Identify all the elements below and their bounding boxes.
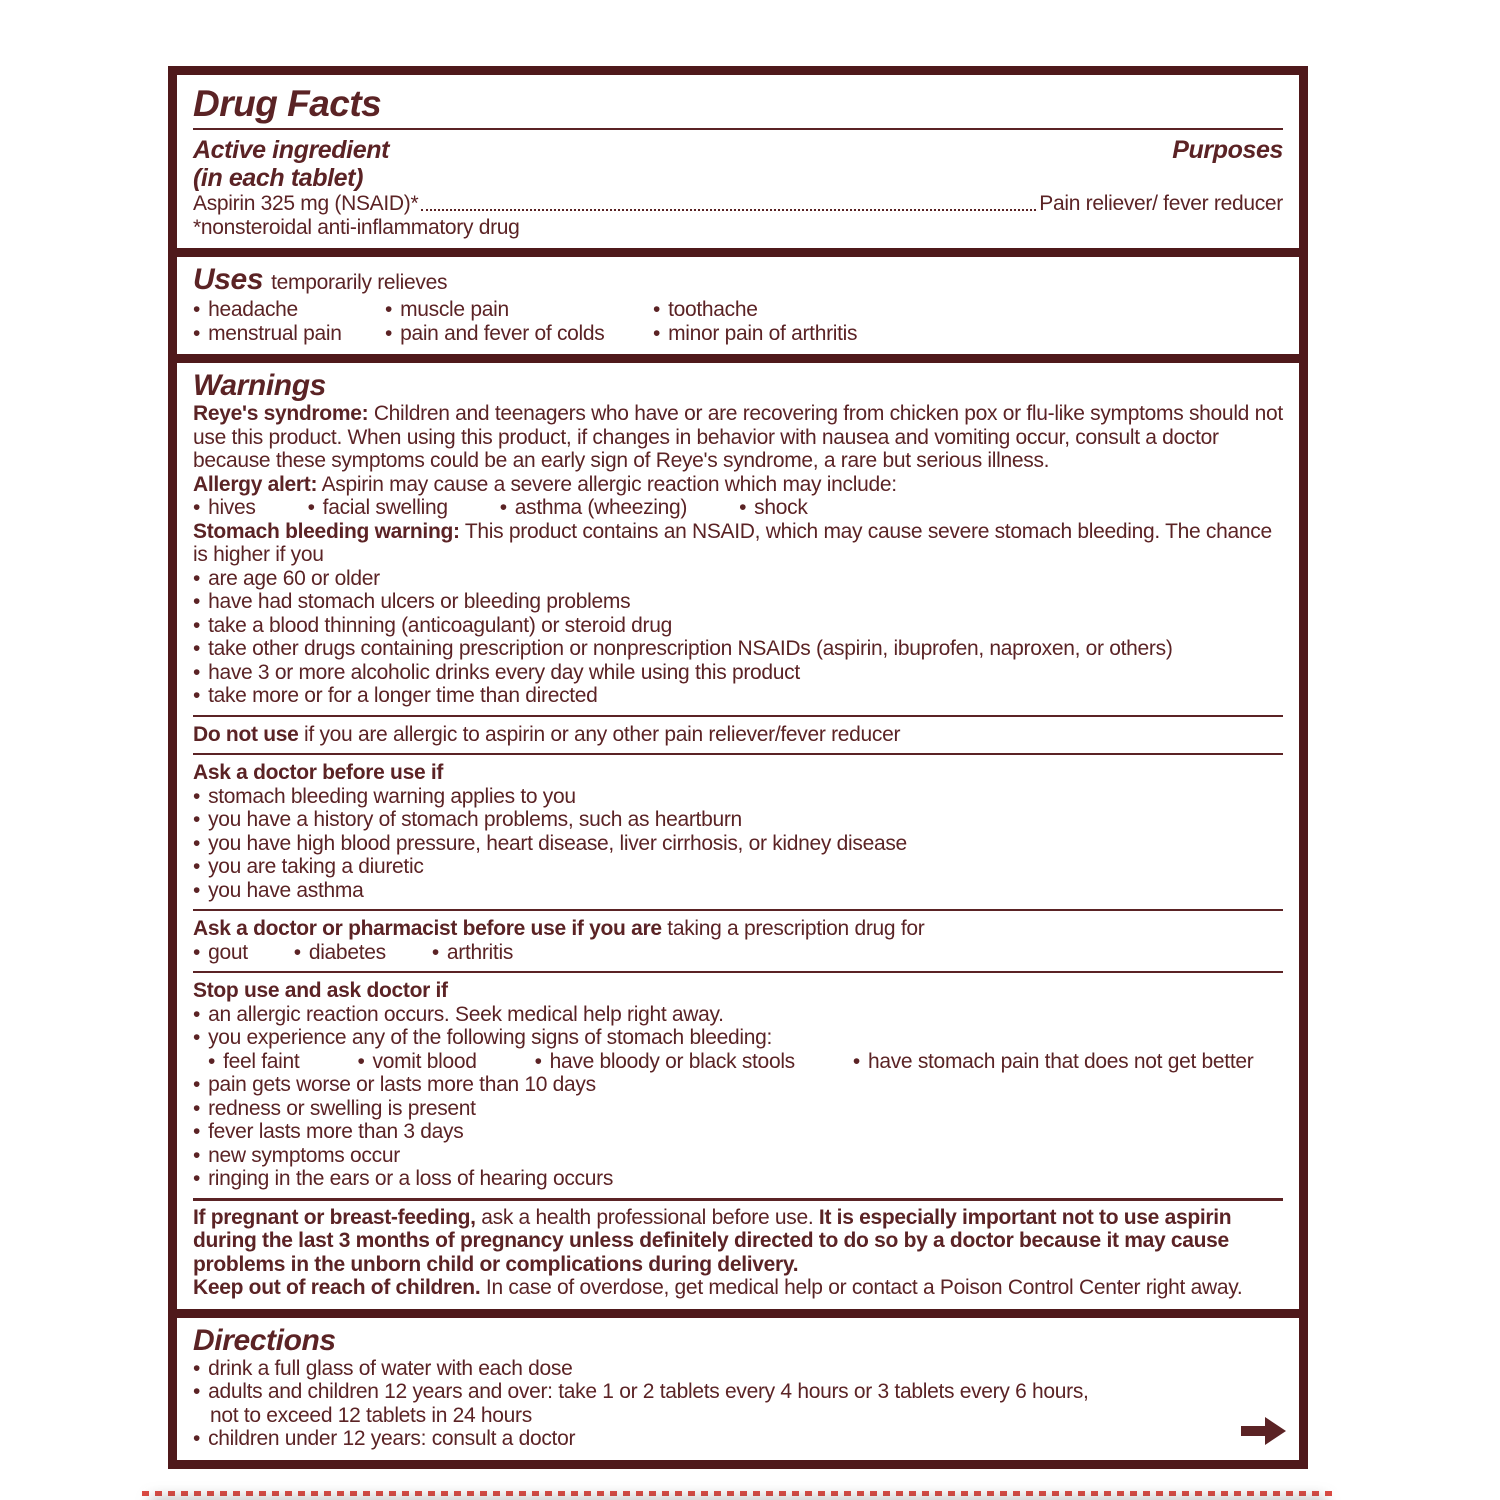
prescription-drug-item: • diabetes bbox=[294, 941, 386, 965]
stop-use-item: • redness or swelling is present bbox=[193, 1097, 1283, 1121]
label-paper bbox=[140, 66, 1336, 1500]
reyes-lead: Reye's syndrome: bbox=[193, 402, 369, 425]
stomach-risk-item: • take a blood thinning (anticoagulant) or steroid drug bbox=[193, 614, 1283, 638]
uses-item: • minor pain of arthritis bbox=[653, 322, 1283, 346]
uses-item: • toothache bbox=[653, 298, 1283, 322]
ask-pharmacist-lead: Ask a doctor or pharmacist before use if you are bbox=[193, 917, 662, 940]
stop-use-item: • ringing in the ears or a loss of hearing occurs bbox=[193, 1167, 1283, 1191]
stop-use-item: • pain gets worse or lasts more than 10 days bbox=[193, 1073, 1283, 1097]
bleeding-sign-item: • feel faint bbox=[208, 1050, 299, 1074]
bleeding-sign-item: • have bloody or black stools bbox=[535, 1050, 795, 1074]
allergy-item: • facial swelling bbox=[308, 496, 448, 520]
directions-item: • children under 12 years: consult a doctor bbox=[193, 1427, 1283, 1451]
do-not-use-paragraph bbox=[193, 723, 1283, 747]
uses-section bbox=[177, 257, 1299, 354]
continue-arrow-icon bbox=[1241, 1416, 1287, 1446]
ask-doctor-list bbox=[193, 785, 1283, 903]
stomach-risk-item: • are age 60 or older bbox=[193, 567, 1283, 591]
drug-facts-title: Drug Facts bbox=[193, 83, 382, 124]
directions-section bbox=[177, 1318, 1299, 1460]
directions-item: • adults and children 12 years and over: take 1 or 2 tablets every 4 hours or 3 tablets every 6 hours, bbox=[193, 1380, 1283, 1404]
stop-use-item: • fever lasts more than 3 days bbox=[193, 1120, 1283, 1144]
subsection-rule bbox=[193, 715, 1283, 717]
ingredient-purpose-row bbox=[193, 192, 1283, 216]
section-divider-bar bbox=[177, 354, 1299, 363]
allergy-alert-paragraph bbox=[193, 473, 1283, 497]
stomach-risk-list bbox=[193, 567, 1283, 708]
bleeding-sign-item: • have stomach pain that does not get better bbox=[853, 1050, 1254, 1074]
pregnancy-bold-text: It is especially important not to use aspirin during the last 3 months of pregnancy unless definitely directed to do so by a doctor because it may cause problems in the unborn child or complications during delivery. bbox=[193, 1205, 1232, 1276]
ask-doctor-item: • you have a history of stomach problems, such as heartburn bbox=[193, 808, 1283, 832]
ask-pharmacist-text: taking a prescription drug for bbox=[661, 917, 925, 940]
ingredient-name: Aspirin 325 mg (NSAID)* bbox=[193, 192, 419, 215]
label-perforation-gap bbox=[140, 1469, 1336, 1491]
stomach-risk-item: • take more or for a longer time than directed bbox=[193, 684, 1283, 708]
uses-item: • menstrual pain bbox=[193, 322, 385, 346]
purposes-heading: Purposes bbox=[1172, 136, 1283, 164]
ask-doctor-heading: Ask a doctor before use if bbox=[193, 761, 444, 784]
ingredient-purpose: Pain reliever/ fever reducer bbox=[1039, 192, 1283, 215]
nsaid-footnote: *nonsteroidal anti-inflammatory drug bbox=[193, 215, 520, 239]
ask-doctor-item: • you have asthma bbox=[193, 879, 1283, 903]
do-not-use-text: if you are allergic to aspirin or any other pain reliever/fever reducer bbox=[298, 722, 901, 746]
stomach-lead: Stomach bleeding warning: bbox=[193, 519, 460, 543]
stomach-text: This product contains an NSAID, which may cause severe stomach bleeding. The chance is higher if you bbox=[193, 519, 1272, 566]
section-divider-bar bbox=[177, 248, 1299, 257]
allergy-text: Aspirin may cause a severe allergic reaction which may include: bbox=[317, 472, 897, 496]
warnings-section bbox=[177, 363, 1299, 1309]
stomach-risk-item: • have had stomach ulcers or bleeding problems bbox=[193, 590, 1283, 614]
keep-out-lead: Keep out of reach of children. bbox=[193, 1276, 481, 1299]
active-ingredient-heading: Active ingredient bbox=[193, 136, 390, 164]
section-divider-bar bbox=[177, 1309, 1299, 1318]
ask-doctor-item: • you have high blood pressure, heart disease, liver cirrhosis, or kidney disease bbox=[193, 832, 1283, 856]
uses-item: • headache bbox=[193, 298, 385, 322]
active-ingredient-subheading: (in each tablet) bbox=[193, 164, 364, 192]
reyes-syndrome-paragraph bbox=[193, 402, 1283, 473]
pregnancy-paragraph bbox=[193, 1206, 1283, 1277]
ask-pharmacist-paragraph bbox=[193, 917, 1283, 941]
stop-use-heading: Stop use and ask doctor if bbox=[193, 979, 448, 1002]
dotted-leader bbox=[421, 209, 1036, 211]
uses-heading: Uses bbox=[193, 263, 264, 296]
stop-use-list bbox=[193, 1003, 1283, 1191]
stop-use-item: • an allergic reaction occurs. Seek medical help right away. bbox=[193, 1003, 1283, 1027]
active-ingredient-row bbox=[193, 136, 1283, 164]
pregnancy-text: ask a health professional before use. bbox=[475, 1205, 819, 1229]
allergy-item: • asthma (wheezing) bbox=[500, 496, 687, 520]
bleeding-sign-item: • vomit blood bbox=[357, 1050, 476, 1074]
prescription-drug-item: • gout bbox=[193, 941, 248, 965]
pregnancy-rule bbox=[193, 1198, 1283, 1201]
directions-item-continuation: not to exceed 12 tablets in 24 hours bbox=[210, 1403, 532, 1427]
keep-out-paragraph bbox=[193, 1276, 1283, 1300]
keep-out-text: In case of overdose, get medical help or contact a Poison Control Center right away. bbox=[480, 1276, 1243, 1299]
prescription-drug-item: • arthritis bbox=[432, 941, 513, 965]
subsection-rule bbox=[193, 753, 1283, 755]
reyes-text: Children and teenagers who have or are recovering from chicken pox or flu-like symptoms should not use this product. When using this product, if changes in behavior with nausea and vomiting occur, consult a doctor because these symptoms could be an early sign of Reye's syndrome, a rare but serious illness. bbox=[193, 402, 1283, 472]
paper-shadow bbox=[150, 1497, 1326, 1500]
uses-intro: temporarily relieves bbox=[271, 271, 448, 294]
subsection-rule bbox=[193, 971, 1283, 973]
stomach-bleeding-signs-list bbox=[193, 1050, 1283, 1074]
header-section bbox=[177, 75, 1299, 248]
warnings-heading: Warnings bbox=[193, 369, 326, 402]
subsection-rule bbox=[193, 909, 1283, 911]
stomach-risk-item: • take other drugs containing prescription or nonprescription NSAIDs (aspirin, ibuprofen, naproxen, or others) bbox=[193, 637, 1283, 661]
ask-doctor-item: • you are taking a diuretic bbox=[193, 855, 1283, 879]
uses-item: • muscle pain bbox=[385, 298, 653, 322]
stop-use-item: • new symptoms occur bbox=[193, 1144, 1283, 1168]
stop-use-item: • you experience any of the following signs of stomach bleeding: bbox=[193, 1026, 1283, 1050]
do-not-use-lead: Do not use bbox=[193, 722, 299, 746]
pregnancy-lead: If pregnant or breast-feeding, bbox=[193, 1205, 476, 1229]
perforation-dashed-line bbox=[142, 1491, 1334, 1496]
allergy-lead: Allergy alert: bbox=[193, 472, 318, 496]
prescription-drug-list bbox=[193, 941, 1283, 965]
drug-facts-label bbox=[168, 66, 1308, 1469]
uses-item: • pain and fever of colds bbox=[385, 322, 653, 346]
stomach-risk-item: • have 3 or more alcoholic drinks every day while using this product bbox=[193, 661, 1283, 685]
title-rule bbox=[193, 128, 1283, 130]
allergy-symptoms-list bbox=[193, 496, 1283, 520]
stomach-bleeding-paragraph bbox=[193, 520, 1283, 567]
directions-heading: Directions bbox=[193, 1323, 336, 1357]
allergy-item: • shock bbox=[739, 496, 807, 520]
ask-doctor-item: • stomach bleeding warning applies to you bbox=[193, 785, 1283, 809]
allergy-item: • hives bbox=[193, 496, 256, 520]
uses-list bbox=[193, 298, 1283, 345]
directions-item: • drink a full glass of water with each dose bbox=[193, 1357, 1283, 1381]
uses-heading-row bbox=[193, 263, 1283, 296]
